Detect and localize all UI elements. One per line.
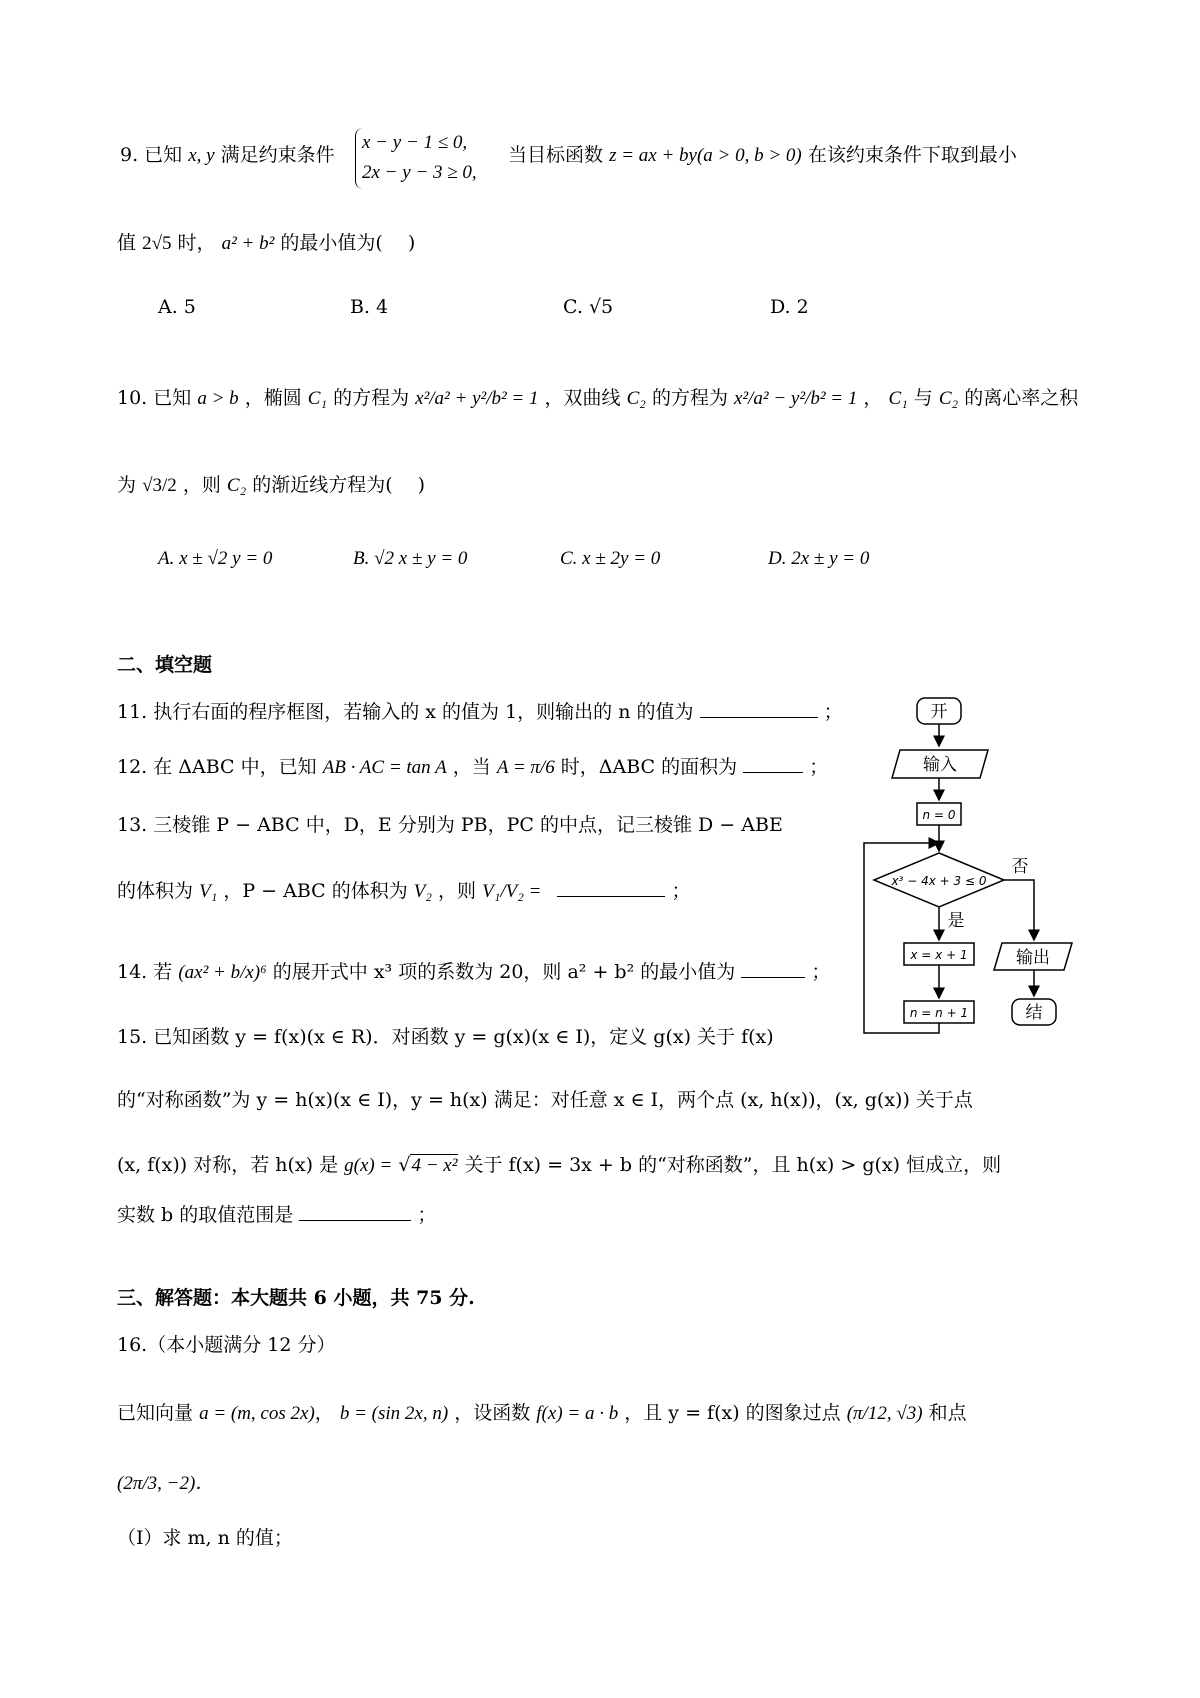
q15-line3-a: (x, f(x)) 对称，若 h(x) 是 [117, 1154, 339, 1176]
flow-no-label: 否 [1011, 857, 1029, 877]
q10-option-d: D. 2x ± y = 0 [768, 548, 870, 569]
q14-answer-blank[interactable] [741, 977, 805, 978]
q10-t5: ， [863, 387, 883, 409]
q14-end: ； [811, 961, 831, 983]
q9-cond1: x − y − 1 ≤ 0, [362, 132, 468, 153]
q12-text-b: ，当 [452, 756, 491, 778]
flow-input-label: 输入 [923, 755, 957, 775]
section2-title: 二、填空题 [117, 654, 213, 676]
q10-t7: 的离心率之积 [964, 387, 1079, 409]
q13-line1: 13. 三棱锥 P − ABC 中，D，E 分别为 PB，PC 的中点，记三棱锥 D − ABE [117, 814, 783, 836]
q10-option-b: B. √2 x ± y = 0 [353, 548, 468, 569]
q10-option-a: A. x ± √2 y = 0 [158, 548, 273, 569]
flowchart [860, 690, 1100, 1040]
q10-prefix: 10. 已知 [117, 387, 192, 409]
q15-line1: 15. 已知函数 y = f(x)(x ∈ R)．对函数 y = g(x)(x ∈ I)，定义 g(x) 关于 f(x) [117, 1026, 774, 1048]
q10-ellipse-equation: x²/a² + y²/b² = 1 [415, 388, 539, 409]
q10-t1: ，椭圆 [244, 387, 302, 409]
q15-line4 [117, 1200, 436, 1227]
q10-t4: 的方程为 [651, 387, 728, 409]
q16-func: f(x) = a · b [536, 1403, 619, 1424]
q11-answer-blank[interactable] [700, 717, 818, 718]
flow-condition-label: x³ − 4x + 3 ≤ 0 [891, 874, 987, 888]
q16-line1-a: 已知向量 [117, 1402, 194, 1424]
q11 [117, 697, 843, 724]
q10-c1: C₁ [307, 388, 328, 409]
q11-end: ； [823, 701, 843, 723]
q9-line2-b: 时， [177, 232, 216, 254]
q12-answer-blank[interactable] [743, 772, 803, 773]
q9-prefix: 9. 已知 [120, 144, 183, 166]
q10-line2-a: 为 [117, 474, 137, 496]
q10-c2-line2: C₂ [226, 475, 247, 496]
q16-vec-a: a = (m, cos 2x) [199, 1403, 315, 1424]
q10-hyperbola-equation: x²/a² − y²/b² = 1 [734, 388, 858, 409]
q9-option-c: C. √5 [563, 296, 614, 318]
q12-end: ； [809, 756, 829, 778]
q13-line2-c: ，则 [438, 880, 477, 902]
q15-line3 [117, 1150, 1001, 1177]
q13-answer-blank[interactable] [557, 896, 665, 897]
flow-start-label: 开 [930, 702, 948, 722]
q10-option-c: C. x ± 2y = 0 [560, 548, 661, 569]
q16-line1-b: ，设函数 [454, 1402, 531, 1424]
q10-product: √3/2 [142, 475, 177, 496]
q16-point1: (π/12, √3) [846, 1403, 923, 1424]
q10-line2 [117, 470, 425, 497]
q10-c1-again: C₁ [888, 388, 908, 409]
q15-g-def: g(x) = [344, 1155, 393, 1176]
flow-yes-label: 是 [947, 911, 965, 931]
q9-min-value: 2√5 [142, 233, 172, 254]
q9-text2: 当目标函数 [508, 144, 604, 166]
q9-objective: z = ax + by(a > 0, b > 0) [609, 145, 802, 166]
q13-line2-a: 的体积为 [117, 880, 194, 902]
q10-line2-c: 的渐近线方程为( ) [252, 474, 426, 496]
q10-line2-b: ，则 [182, 474, 221, 496]
flow-output-label: 输出 [1016, 948, 1050, 968]
q16-vec-b: b = (sin 2x, n) [339, 1403, 449, 1424]
q13-v2: V₂ [413, 881, 432, 902]
q9-line1 [120, 140, 335, 167]
q10-c2: C₂ [626, 388, 646, 409]
flow-init-label: n = 0 [922, 808, 956, 822]
q9-option-a: A. 5 [158, 296, 196, 318]
q10-t6: 与 [913, 387, 933, 409]
q10-t3: ，双曲线 [544, 387, 621, 409]
q16-header: 16.（本小题满分 12 分） [117, 1334, 336, 1356]
q13-line2-b: ，P − ABC 的体积为 [223, 880, 408, 902]
q9-expr: a² + b² [221, 233, 275, 254]
q12-text-c: 时，ΔABC 的面积为 [560, 756, 738, 778]
q9-text3: 在该约束条件下取到最小 [807, 144, 1017, 166]
q15-answer-blank[interactable] [299, 1220, 411, 1221]
q15-end: ； [417, 1204, 437, 1226]
q9-line2 [117, 228, 415, 255]
q12-text-a: 12. 在 ΔABC 中，已知 [117, 756, 317, 778]
q15-line2: 的“对称函数”为 y = h(x)(x ∈ I)，y = h(x) 满足：对任意 x ∈ I，两个点 (x, h(x))，(x, g(x)) 关于点 [117, 1089, 973, 1111]
q9-cond2: 2x − y − 3 ≥ 0, [362, 162, 477, 184]
q12-dot-product: AB · AC = tan A [322, 757, 447, 778]
q9-constraint-system [355, 128, 477, 189]
flow-step1-label: x = x + 1 [910, 948, 968, 962]
q9-option-b: B. 4 [350, 296, 389, 318]
q15-line3-b: 关于 f(x) = 3x + b 的“对称函数”，且 h(x) > g(x) 恒成立，则 [464, 1154, 1002, 1176]
q16-part1: （Ⅰ）求 m, n 的值； [117, 1527, 293, 1549]
q13-line2 [117, 876, 691, 903]
q13-ratio: V₁/V₂ = [482, 881, 542, 902]
q13-v1: V₁ [199, 881, 218, 902]
q16-line1: 已知向量 a = (m, cos 2x)， b = (sin 2x, n) ，设函数 f(x) = a · b ，且 y = f(x) 的图象过点 (π/12, √3) 和点 [117, 1402, 967, 1424]
q16-line1-c: ，且 y = f(x) 的图象过点 [624, 1402, 841, 1424]
q14-text-b: 的展开式中 x³ 项的系数为 20，则 a² + b² 的最小值为 [272, 961, 736, 983]
q15-radicand: 4 − x² [411, 1155, 458, 1176]
q12-cond: A = π/6 [496, 757, 555, 778]
q9-vars: x, y [188, 145, 215, 166]
q10-cond: a > b [197, 388, 239, 409]
q10-t2: 的方程为 [333, 387, 410, 409]
q10-c2-again: C₂ [938, 388, 959, 409]
flow-end-label: 结 [1025, 1003, 1043, 1023]
q16-line1-d: 和点 [928, 1402, 967, 1424]
q12 [117, 752, 828, 779]
q9-line2-a: 值 [117, 232, 137, 254]
q15-sqrt: √4 − x² [398, 1154, 458, 1176]
q14-expr: (ax² + b/x)⁶ [178, 962, 267, 983]
q13-end: ； [671, 880, 691, 902]
q11-text: 11. 执行右面的程序框图，若输入的 x 的值为 1，则输出的 n 的值为 [117, 701, 694, 723]
q9-text1: 满足约束条件 [220, 144, 335, 166]
q16-point2: (2π/3, −2)． [117, 1473, 215, 1494]
q10-line1 [117, 378, 1078, 419]
q9-option-d: D. 2 [770, 296, 809, 318]
flow-no-line [1004, 880, 1034, 940]
q14-text-a: 14. 若 [117, 961, 173, 983]
flow-step2-label: n = n + 1 [909, 1006, 969, 1020]
q9-line1-tail [508, 140, 1017, 167]
q14 [117, 957, 830, 984]
q15-line4-text: 实数 b 的取值范围是 [117, 1204, 294, 1226]
q9-line2-c: 的最小值为( ) [280, 232, 416, 254]
section3-title: 三、解答题：本大题共 6 小题，共 75 分. [117, 1287, 475, 1309]
